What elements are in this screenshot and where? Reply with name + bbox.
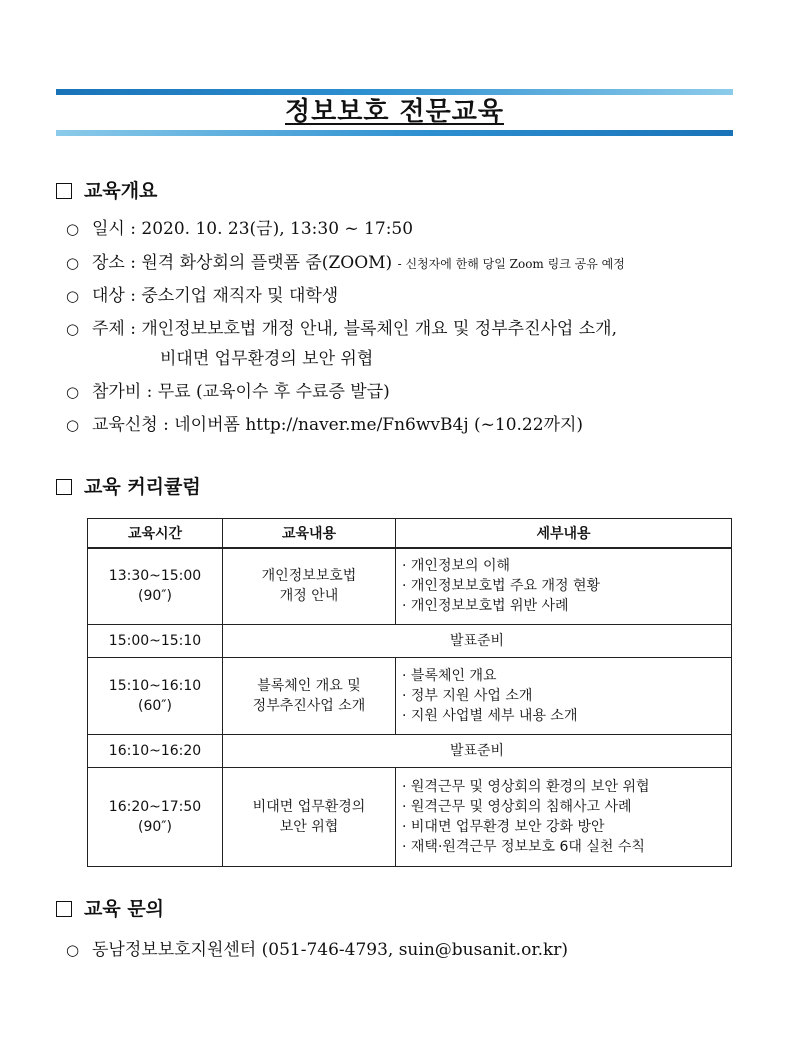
inquiry-contact: ○ 동남정보보호지원센터 (051-746-4793, suin@busanit.or.kr) [66, 940, 569, 960]
circle-bullet-icon: ○ [66, 383, 80, 401]
time-cell: 15:10~16:10 (60″) [88, 657, 223, 734]
overview-item-date: ○ 일시 : 2020. 10. 23(금), 13:30 ~ 17:50 [66, 219, 414, 239]
checkbox-square-icon [56, 901, 72, 917]
content-cell: 블록체인 개요 및 정부추진사업 소개 [223, 657, 396, 734]
circle-bullet-icon: ○ [66, 416, 80, 434]
document-title: 정보보호 전문교육 [285, 97, 504, 127]
break-cell: 발표준비 [223, 624, 732, 657]
overview-topic-continuation: 비대면 업무환경의 보안 위협 [160, 349, 374, 369]
circle-bullet-icon: ○ [66, 287, 80, 305]
overview-item-apply: ○ 교육신청 : 네이버폼 http://naver.me/Fn6wvB4j (~10.22까지) [66, 415, 584, 435]
time-cell: 13:30~15:00 (90″) [88, 548, 223, 624]
circle-bullet-icon: ○ [66, 220, 80, 238]
details-cell: · 원격근무 및 영상회의 환경의 보안 위협 · 원격근무 및 영상회의 침해사고 사례 · 비대면 업무환경 보안 강화 방안 · 재택·원격근무 정보보호 6대 실천 수칙 [396, 767, 732, 866]
checkbox-square-icon [56, 183, 72, 199]
content-cell: 개인정보보호법 개정 안내 [223, 548, 396, 624]
section-curriculum-heading [56, 474, 201, 500]
section-title: 교육개요 [84, 180, 158, 202]
circle-bullet-icon: ○ [66, 941, 80, 959]
table-row [88, 624, 732, 657]
header-time: 교육시간 [88, 519, 223, 549]
place-note: - 신청자에 한해 당일 Zoom 링크 공유 예정 [397, 257, 625, 271]
break-cell: 발표준비 [223, 734, 732, 767]
table-header-row [88, 519, 732, 549]
details-cell: · 개인정보의 이해 · 개인정보보호법 주요 개정 현황 · 개인정보보호법 위반 사례 [396, 548, 732, 624]
circle-bullet-icon: ○ [66, 254, 80, 272]
table-row [88, 734, 732, 767]
overview-item-place: ○ 장소 : 원격 화상회의 플랫폼 줌(ZOOM) - 신청자에 한해 당일 Zoom 링크 공유 예정 [66, 253, 625, 273]
content-cell: 비대면 업무환경의 보안 위협 [223, 767, 396, 866]
curriculum-table [87, 518, 732, 867]
checkbox-square-icon [56, 479, 72, 495]
overview-item-topic: ○ 주제 : 개인정보보호법 개정 안내, 블록체인 개요 및 정부추진사업 소개, [66, 319, 617, 339]
time-cell: 16:10~16:20 [88, 734, 223, 767]
table-row [88, 657, 732, 734]
header-content: 교육내용 [223, 519, 396, 549]
section-overview-heading [56, 178, 157, 204]
time-cell: 16:20~17:50 (90″) [88, 767, 223, 866]
header-details: 세부내용 [396, 519, 732, 549]
overview-item-fee: ○ 참가비 : 무료 (교육이수 후 수료증 발급) [66, 382, 390, 402]
section-title: 교육 문의 [84, 898, 165, 920]
table-row [88, 548, 732, 624]
section-title: 교육 커리큘럼 [84, 476, 201, 498]
overview-item-target: ○ 대상 : 중소기업 재직자 및 대학생 [66, 286, 339, 306]
section-inquiry-heading [56, 896, 164, 922]
circle-bullet-icon: ○ [66, 320, 80, 338]
title-bar-bottom [56, 130, 733, 136]
details-cell: · 블록체인 개요 · 정부 지원 사업 소개 · 지원 사업별 세부 내용 소개 [396, 657, 732, 734]
table-row [88, 767, 732, 866]
time-cell: 15:00~15:10 [88, 624, 223, 657]
